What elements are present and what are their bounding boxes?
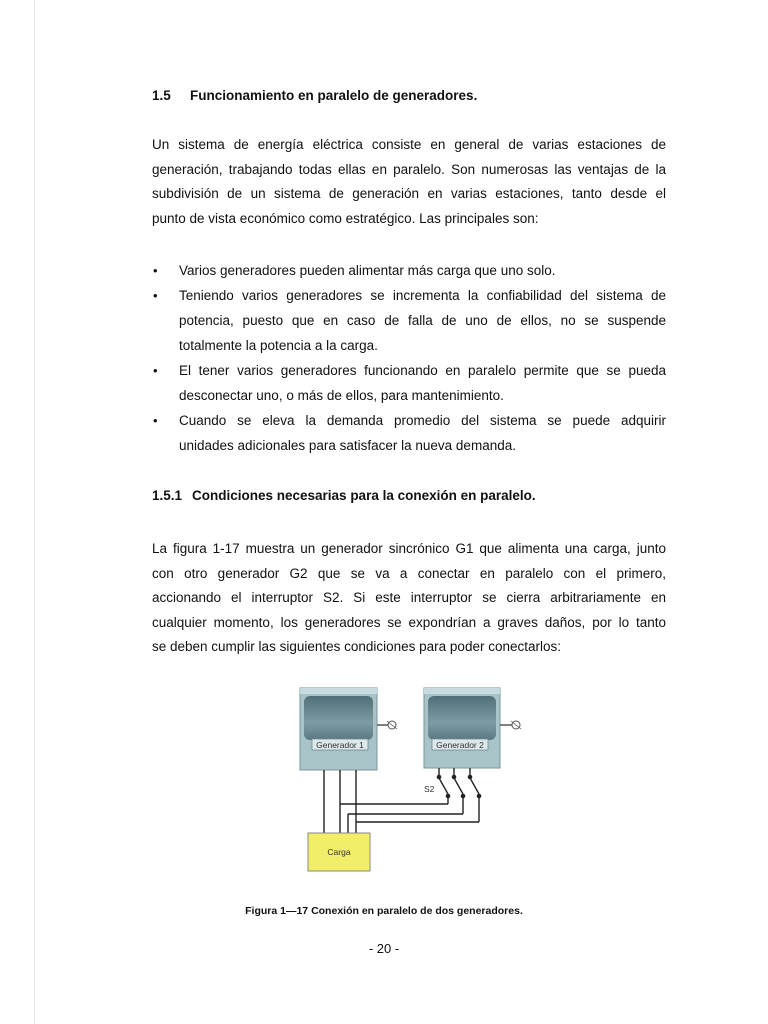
page-edge xyxy=(34,0,35,1024)
paragraph-line: punto de vista económico como estratégico. Las principales son: xyxy=(152,210,539,226)
subsection-title: Condiciones necesarias para la conexión en paralelo. xyxy=(192,488,536,503)
diagram-svg xyxy=(292,686,532,878)
generator-2-label: Generador 2 xyxy=(436,740,484,750)
figure-caption: Figura 1—17 Conexión en paralelo de dos generadores. xyxy=(245,905,523,917)
paragraph-line: Un sistema de energía eléctrica consiste en general de varias estaciones de xyxy=(152,137,666,152)
list-item xyxy=(152,358,666,408)
bullet-icon: • xyxy=(153,363,158,378)
list-item-line: Teniendo varios generadores se incrementa la confiabilidad del sistema de xyxy=(179,288,666,303)
list-item-line: Varios generadores pueden alimentar más carga que uno solo. xyxy=(179,263,556,278)
generator-1-wiring xyxy=(324,770,356,833)
switch-s2 xyxy=(340,768,481,833)
bullet-icon: • xyxy=(153,413,158,428)
parallel-generators-diagram xyxy=(292,686,532,878)
paragraph-line: La figura 1-17 muestra un generador sincrónico G1 que alimenta una carga, junto xyxy=(152,541,666,556)
list-item xyxy=(152,408,666,458)
generator-2 xyxy=(424,688,521,768)
section-heading xyxy=(152,88,477,103)
load-box xyxy=(308,833,370,871)
section-title: Funcionamiento en paralelo de generadores. xyxy=(190,88,478,103)
list-item xyxy=(152,258,666,283)
advantages-list xyxy=(152,258,666,458)
paragraph-line: subdivisión de un sistema de generación en varias estaciones, tanto desde el xyxy=(152,186,666,201)
list-item-line: totalmente la potencia a la carga. xyxy=(179,338,378,353)
list-item-line: unidades adicionales para satisfacer la nueva demanda. xyxy=(179,438,516,453)
body-paragraph xyxy=(152,537,666,660)
subsection-heading xyxy=(152,488,536,503)
subsection-number: 1.5.1 xyxy=(152,488,183,503)
generator-1 xyxy=(300,688,397,770)
paragraph-line: cualquier momento, los generadores se expondrían a graves daños, por lo tanto xyxy=(152,614,666,630)
generator-1-label: Generador 1 xyxy=(316,740,364,750)
paragraph-line: se deben cumplir las siguientes condiciones para poder conectarlos: xyxy=(152,639,561,654)
switch-label: S2 xyxy=(424,784,435,794)
list-item-line: Cuando se eleva la demanda promedio del sistema se puede adquirir xyxy=(179,413,666,428)
list-item-line: potencia, puesto que en caso de falla de uno de ellos, no se suspende xyxy=(179,313,666,328)
list-item xyxy=(152,283,666,358)
paragraph-line: generación, trabajando todas ellas en paralelo. Son numerosas las ventajas de la xyxy=(152,161,666,177)
paragraph-line: accionando el interruptor S2. Si este interruptor se cierra arbitrariamente en xyxy=(152,590,666,605)
bullet-icon: • xyxy=(153,263,158,278)
section-number: 1.5 xyxy=(152,88,171,103)
load-label: Carga xyxy=(327,847,351,857)
bullet-icon: • xyxy=(153,288,158,303)
paragraph-line: con otro generador G2 que se va a conectar en paralelo con el primero, xyxy=(152,565,666,581)
list-item-line: desconectar uno, o más de ellos, para mantenimiento. xyxy=(179,388,504,403)
page-number: - 20 - xyxy=(368,941,400,956)
list-item-line: El tener varios generadores funcionando en paralelo permite que se pueda xyxy=(179,363,666,378)
intro-paragraph xyxy=(152,133,666,231)
